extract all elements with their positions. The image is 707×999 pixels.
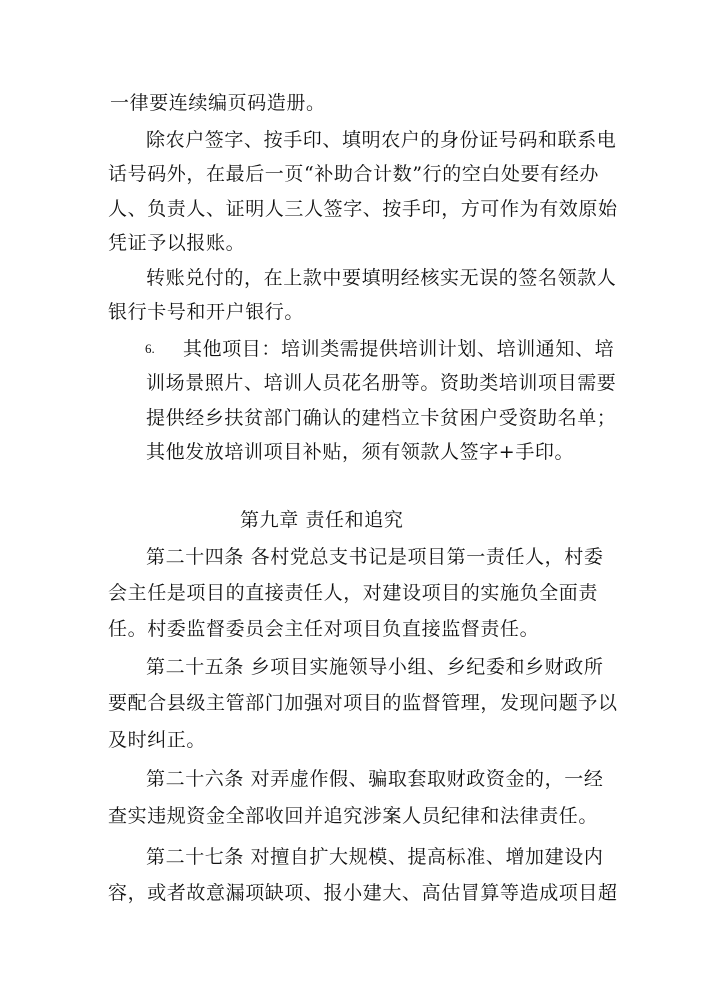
list-item-line: 训场景照片、培训人员花名册等。资助类培训项目需要 (146, 372, 617, 394)
article-line: 第二十六条 对弄虚作假、骗取套取财政资金的，一经 (146, 768, 604, 790)
chapter-heading: 第九章 责任和追究 (240, 509, 404, 531)
article-line: 任。村委监督委员会主任对项目负直接监督责任。 (108, 618, 540, 640)
paragraph-line: 人、负责人、证明人三人签字、按手印，方可作为有效原始 (108, 198, 618, 220)
paragraph-line: 话号码外，在最后一页“补助合计数”行的空白处要有经办 (108, 163, 600, 185)
paragraph-line: 除农户签字、按手印、填明农户的身份证号码和联系电 (146, 129, 617, 151)
article-line: 第二十四条 各村党总支书记是项目第一责任人，村委 (146, 546, 604, 568)
paragraph-line: 银行卡号和开户银行。 (108, 301, 305, 323)
article-line: 会主任是项目的直接责任人，对建设项目的实施负全面责 (108, 582, 599, 604)
article-line: 查实违规资金全部收回并追究涉案人员纪律和法律责任。 (108, 805, 599, 827)
article-line: 及时纠正。 (108, 729, 207, 751)
article-line: 第二十五条 乡项目实施领导小组、乡纪委和乡财政所 (146, 656, 604, 678)
list-item-number: 6. (145, 341, 155, 356)
list-item-line: 其他项目：培训类需提供培训计划、培训通知、培 (183, 338, 615, 360)
article-line: 容，或者故意漏项缺项、报小建大、高估冒算等造成项目超 (108, 882, 618, 904)
article-line: 第二十七条 对擅自扩大规模、提高标准、增加建设内 (146, 846, 604, 868)
paragraph-line: 一律要连续编页码造册。 (110, 92, 326, 114)
list-item-line: 其他发放培训项目补贴，须有领款人签字+手印。 (146, 441, 575, 463)
paragraph-line: 凭证予以报账。 (108, 232, 246, 254)
paragraph-line: 转账兑付的，在上款中要填明经核实无误的签名领款人 (146, 267, 617, 289)
list-item-line: 提供经乡扶贫部门确认的建档立卡贫困户受资助名单； (146, 407, 617, 429)
article-line: 要配合县级主管部门加强对项目的监督管理，发现问题予以 (108, 692, 618, 714)
